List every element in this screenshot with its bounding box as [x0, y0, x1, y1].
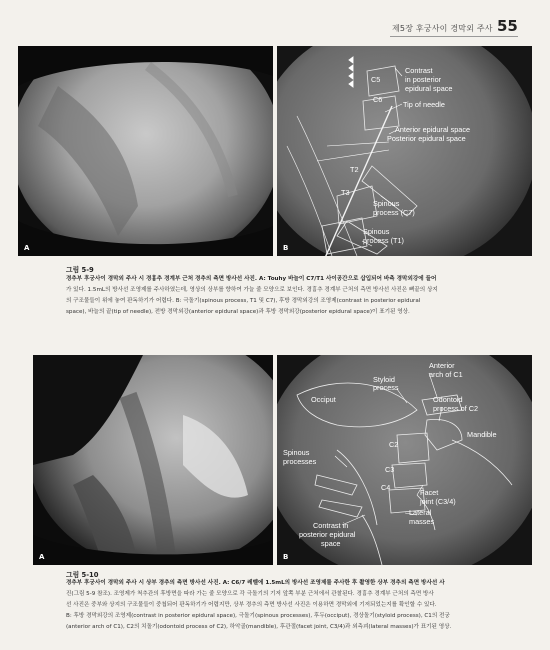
label-mandible: Mandible [467, 430, 497, 439]
figure-10-caption-line: (anterior arch of C1), C2의 치돌기(odontoid process of C2), 하악골(mandible), 후관절(facet joint, C3/4)과 외측괴(lateral masses)가 표기된 영상. [66, 624, 452, 630]
panel-label: A [39, 553, 45, 561]
figure-9-caption-line: 의 구조물들이 위에 놓여 판독하기가 어렵다. B: 극돌기(spinous process, T1 및 C7), 후방 경막외강의 조영제(contrast in posterior epidural [66, 298, 421, 304]
label-c2: C2 [389, 440, 399, 449]
figure-9-caption-line: space), 바늘의 끝(tip of needle), 전방 경막외강(anterior epidural space)과 후방 경막외강(posterior epidural space)이 표기된 영상. [66, 309, 410, 315]
xray-image-10b [277, 355, 532, 565]
figure-9-panel-b [277, 46, 532, 256]
header-rule [390, 36, 518, 37]
label-tip-of-needle: Tip of needle [403, 100, 445, 109]
label-facet-line2: joint (C3/4) [420, 497, 456, 506]
label-contrast-line3: epidural space [405, 84, 453, 93]
label-odontoid-line1: Odontoid [433, 395, 463, 404]
label-contrast-line2: in posterior [405, 75, 442, 84]
xray-image-10a [33, 355, 273, 565]
label-c4: C4 [381, 483, 391, 492]
label-spinous-c7-line2: process (C7) [373, 208, 415, 217]
label-spinous-t1-line2: process (T1) [363, 236, 404, 245]
label-contrast-line2: posterior epidural [299, 530, 356, 539]
figure-9-panel-a [18, 46, 273, 256]
chapter-header: 제5장 후궁사이 경막외 주사 [392, 24, 493, 33]
xray-image-9a [18, 46, 273, 256]
label-c3: C3 [385, 465, 395, 474]
panel-label: B [283, 244, 289, 252]
label-occiput: Occiput [311, 395, 336, 404]
label-spinous-t1-line1: Spinous [363, 227, 390, 236]
label-odontoid-line2: process of C2 [433, 404, 479, 413]
xray-image-9b [277, 46, 532, 256]
figure-10-caption-line: 진(그림 5-9 참조). 조영제가 척추관의 후방면을 따라 가는 줄 모양으로 각 극돌기의 기저 앞쪽 부분 근처에서 관찰된다. 경흉추 경계부 근처의 측면 방사 [66, 591, 434, 597]
label-t3: T3 [341, 188, 350, 197]
label-contrast-line1: Contrast in [313, 521, 349, 530]
label-styloid-line1: Styloid [373, 375, 395, 384]
figure-10-number: 그림 5-10 [66, 571, 99, 579]
label-spinous-line1: Spinous [283, 448, 310, 457]
label-t2: T2 [350, 165, 359, 174]
label-spinous-c7-line1: Spinous [373, 199, 400, 208]
label-contrast-line3: space [321, 539, 341, 548]
label-contrast-line1: Contrast [405, 66, 433, 75]
label-anterior-arch-line1: Anterior [429, 361, 455, 370]
label-lateral-line1: Lateral [409, 508, 432, 517]
figure-9-caption-line: 경추부 후궁사이 경막외 주사 시 경흉추 경계부 근처 경추의 측면 방사선 사진. A: Touhy 바늘이 C7/T1 사이공간으로 삽입되어 바측 경막외강에 들어 [66, 276, 437, 282]
label-facet-line1: Facet [420, 488, 439, 497]
label-anterior-epidural-space: Anterior epidural space [395, 125, 471, 134]
label-anterior-arch-line2: arch of C1 [429, 370, 463, 379]
figure-10-caption-line: 선 사진은 중부와 상지의 구조물들이 중첩되어 판독하기가 어렵지만, 상부 경추의 측면 방사선 사진은 이용하면 경막외에 기저되었는지를 확인할 수 있다. [66, 602, 437, 608]
label-posterior-epidural-space: Posterior epidural space [387, 134, 466, 143]
label-c5: C5 [371, 75, 381, 84]
figure-10-caption-line: B: 후방 경막외강의 조영제(contrast in posterior epidural space), 극돌기(spinous processes), 후두(occiput), 경상돌기(styloid process), C1의 전궁 [66, 613, 450, 619]
figure-9-number: 그림 5-9 [66, 266, 94, 274]
label-lateral-line2: masses [409, 517, 435, 526]
label-spinous-line2: processes [283, 457, 317, 466]
panel-label: B [283, 553, 289, 561]
figure-9-caption-line: 가 있다. 1.5mL의 방사선 조영제를 주사하였는데, 영상의 상부를 향하여 가늘 줄 모양으로 보인다. 경흉추 경계부 근처의 측면 방사선 사진은 뼈끝의 상지 [66, 287, 438, 293]
label-c6: C6 [373, 95, 383, 104]
figure-10-panel-a [33, 355, 273, 565]
figure-10-panel-b [277, 355, 532, 565]
page-number: 55 [497, 17, 518, 35]
figure-10-caption-line: 경추부 후궁사이 경막외 주사 시 상부 경추의 측면 방사선 사진. A: C6/7 레벨에 1.5mL의 방사선 조영제를 주사한 후 촬영한 상부 경추의 측면 방사선 사 [66, 580, 445, 586]
label-styloid-line2: process [373, 383, 399, 392]
panel-label: A [24, 244, 30, 252]
